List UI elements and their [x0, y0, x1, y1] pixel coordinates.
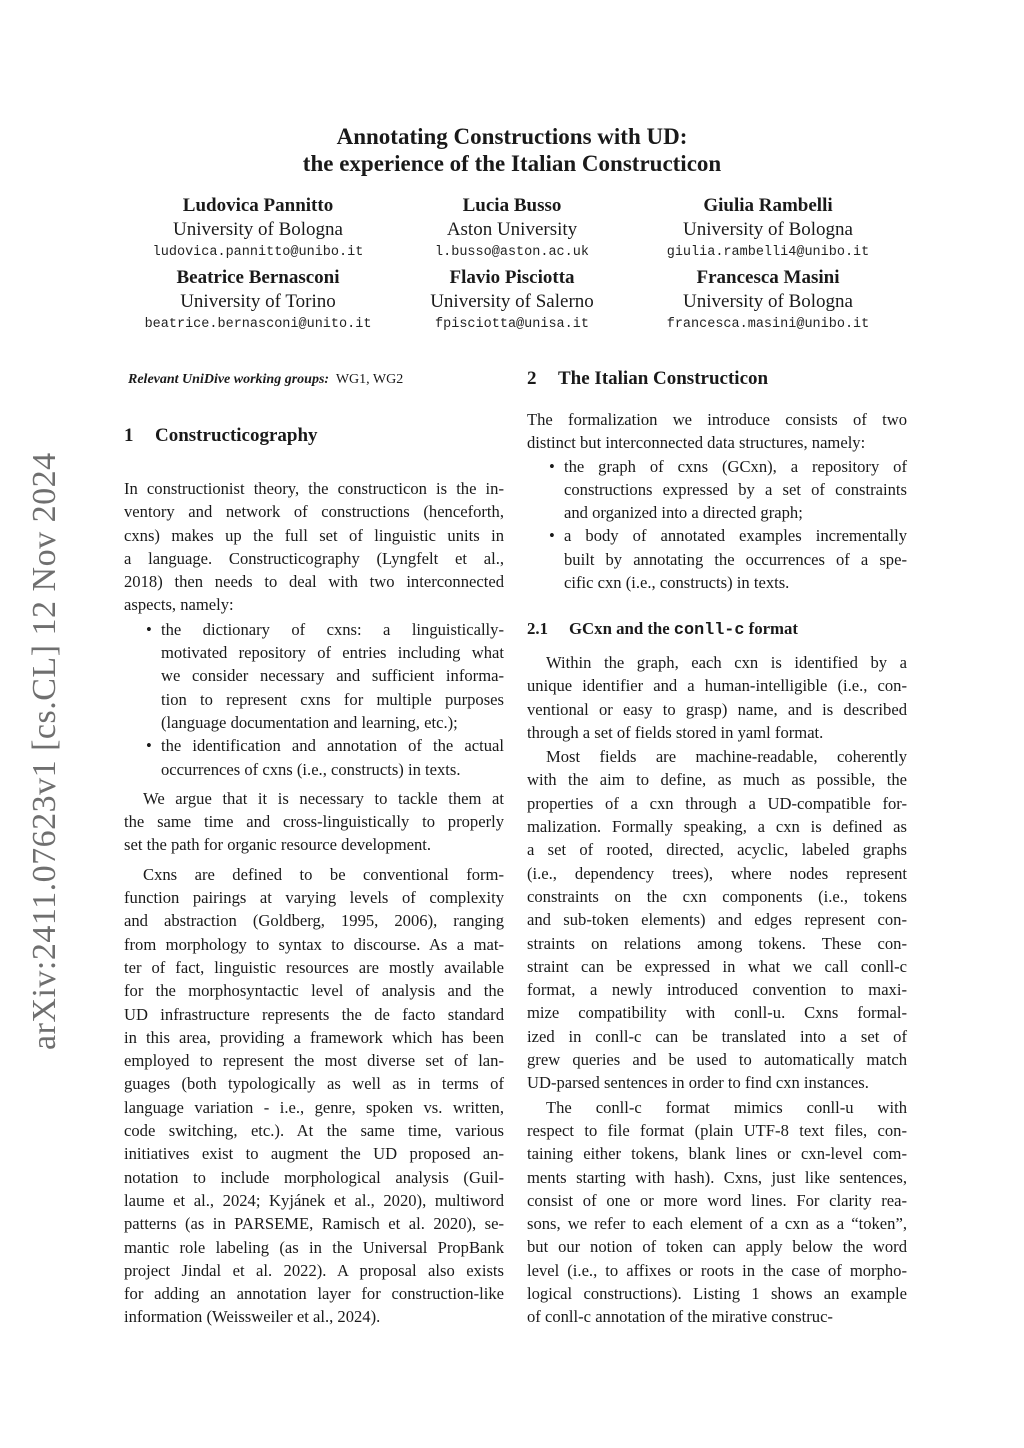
text-line: notation to include morphological analysis (Guil-: [124, 1167, 504, 1187]
author-block-1: [118, 193, 398, 264]
text-line: patterns (as in PARSEME, Ramisch et al. 2020), se-: [124, 1214, 504, 1234]
author-name: Francesca Masini: [696, 267, 840, 288]
text-line: straint can be expressed in what we call conll-c: [527, 956, 907, 976]
right-column-section-2: [527, 408, 907, 594]
section-title: Constructicography: [155, 425, 318, 446]
s2-bullet-list: [527, 455, 907, 595]
s21-paragraph-1: [527, 651, 907, 744]
text-line: from morphology to syntax to discourse. As a mat-: [124, 934, 504, 954]
text-line: distinct but interconnected data structures, namely:: [527, 433, 866, 453]
text-line: We argue that it is necessary to tackle them at: [143, 788, 504, 808]
section-number: 2: [527, 368, 537, 389]
text-line: cific cxn (i.e., constructs) in texts.: [564, 573, 790, 593]
text-line: language variation - i.e., genre, spoken vs. written,: [124, 1097, 504, 1117]
text-line: but our notion of token can apply below the word: [527, 1237, 907, 1257]
text-line: and abstraction (Goldberg, 1995, 2006), ranging: [124, 911, 504, 931]
text-line: tion to represent cxns for multiple purposes: [161, 689, 504, 709]
s2-bullet-2: [527, 524, 907, 594]
text-line: project Jindal et al. 2022). A proposal also exists: [124, 1260, 504, 1280]
text-line: logical constructions). Listing 1 shows an example: [527, 1284, 907, 1304]
text-line: guages (both typologically as well as in terms of: [124, 1074, 504, 1094]
text-line: of conll-c annotation of the mirative construc-: [527, 1307, 833, 1327]
author-affiliation: University of Bologna: [173, 219, 343, 240]
author-block-5: [372, 265, 652, 336]
text-line: with the aim to define, as much as possible, the: [527, 770, 907, 790]
author-block-4: [118, 265, 398, 336]
text-line: initiatives exist to augment the UD proposed an-: [124, 1144, 504, 1164]
subsection-2-1-heading: [527, 619, 798, 640]
text-line: unique identifier and a human-intelligible (i.e., con-: [527, 676, 907, 696]
text-line: aspects, namely:: [124, 595, 234, 615]
text-line: Within the graph, each cxn is identified by a: [546, 653, 907, 672]
text-line: cxns) makes up the full set of linguistic units in: [124, 525, 504, 545]
text-line: the same time and cross-linguistically to properly: [124, 812, 504, 832]
text-line: function pairings at varying levels of complexity: [124, 888, 504, 908]
text-line: • a body of annotated examples incrementally: [564, 526, 907, 546]
text-line: grew queries and be used to automatically match: [527, 1050, 907, 1070]
right-column-subsection-2-1: [527, 651, 907, 1329]
s2-paragraph-1: [527, 408, 907, 455]
text-line: constructions expressed by a set of constraints: [564, 479, 907, 499]
author-affiliation: University of Torino: [180, 291, 336, 312]
working-groups-value: WG1, WG2: [335, 372, 404, 387]
text-line: occurrences of cxns (i.e., constructs) in texts.: [161, 759, 461, 779]
author-name: Ludovica Pannitto: [182, 195, 334, 216]
s1-bullet-list: [124, 618, 504, 781]
author-block-2: [372, 193, 652, 264]
text-line: for the morphosyntactic level of analysis and the: [124, 981, 504, 1001]
text-line: for adding an annotation layer for construction-like: [124, 1284, 504, 1304]
s1-paragraph-3: [124, 863, 504, 1329]
author-name: Giulia Rambelli: [703, 195, 833, 216]
text-line: • the identification and annotation of the actual: [161, 736, 504, 756]
subsection-title-pre: GCxn and the: [569, 619, 674, 638]
text-line: 2018) then needs to deal with two interconnected: [124, 572, 504, 592]
text-line: ized in conll-c can be translated into a set of: [527, 1026, 907, 1046]
text-line: a set of rooted, directed, acyclic, labeled graphs: [527, 840, 907, 860]
text-line: sons, we refer to each element of a cxn as a “token”,: [527, 1214, 907, 1234]
author-email[interactable]: giulia.rambelli4@unibo.it: [666, 245, 870, 260]
text-line: set the path for organic resource development.: [124, 835, 432, 855]
text-line: ter of fact, linguistic resources are mostly available: [124, 957, 504, 977]
text-line: a language. Constructicography (Lyngfelt et al.,: [124, 548, 504, 568]
author-block-6: [628, 265, 908, 336]
paper-title-line-2: the experience of the Italian Constructicon: [302, 151, 722, 176]
author-block-3: [628, 193, 908, 264]
author-email[interactable]: fpisciotta@unisa.it: [435, 317, 589, 332]
text-line: we consider necessary and sufficient informa-: [161, 666, 504, 686]
paper-title-line-1: Annotating Constructions with UD:: [336, 124, 688, 149]
section-number: 1: [124, 425, 134, 446]
author-affiliation: Aston University: [446, 219, 578, 240]
author-affiliation: University of Salerno: [430, 291, 594, 312]
text-line: level (i.e., to affixes or roots in the case of morpho-: [527, 1260, 907, 1280]
text-line: properties of a cxn through a UD-compatible for-: [527, 793, 907, 813]
section-title: The Italian Constructicon: [558, 368, 769, 389]
text-line: information (Weissweiler et al., 2024).: [124, 1307, 381, 1327]
text-line: employed to represent the most diverse set of lan-: [124, 1051, 504, 1071]
text-line: mize compatibility with conll-u. Cxns formal-: [527, 1003, 907, 1023]
left-column-body: [124, 477, 504, 1329]
text-line: laume et al., 2024; Kyjánek et al., 2020), multiword: [124, 1190, 504, 1210]
author-email[interactable]: beatrice.bernasconi@unito.it: [144, 317, 372, 332]
author-email[interactable]: l.busso@aston.ac.uk: [435, 245, 589, 260]
working-groups: [128, 372, 403, 388]
text-line: • the dictionary of cxns: a linguistically-: [161, 619, 504, 639]
text-line: built by annotating the occurrences of a spe-: [564, 549, 907, 569]
text-line: ventory and network of constructions (henceforth,: [124, 502, 504, 522]
subsection-title-code: conll-c: [673, 621, 745, 640]
text-line: ments starting with hash). Cxns, just like sentences,: [527, 1167, 907, 1187]
text-line: (language documentation and learning, etc.);: [161, 712, 458, 732]
text-line: format, a newly introduced convention to maxi-: [527, 980, 907, 1000]
text-line: (i.e., dependency trees), where nodes represent: [527, 863, 907, 883]
text-line: The formalization we introduce consists of two: [527, 410, 907, 429]
s1-bullet-2: [124, 734, 504, 781]
text-line: • the graph of cxns (GCxn), a repository of: [564, 456, 907, 476]
s2-bullet-1: [527, 455, 907, 525]
text-line: through a set of fields stored in yaml format.: [527, 722, 824, 742]
text-line: The conll-c format mimics conll-u with: [546, 1097, 907, 1117]
text-line: respect to file format (plain UTF-8 text files, con-: [527, 1120, 907, 1140]
text-line: and organized into a directed graph;: [564, 503, 803, 523]
text-line: and sub-token elements) and edges represent con-: [527, 910, 907, 930]
author-email[interactable]: francesca.masini@unibo.it: [666, 317, 870, 332]
s21-paragraph-2: [527, 745, 907, 1094]
author-affiliation: University of Bologna: [683, 291, 853, 312]
s1-paragraph-1: [124, 477, 504, 617]
text-line: consist of one or more word lines. For clarity rea-: [527, 1190, 907, 1210]
text-line: straints on relations among tokens. These con-: [527, 933, 907, 953]
text-line: constraints on the cxn components (i.e., tokens: [527, 886, 907, 906]
text-line: Most fields are machine-readable, coherently: [546, 747, 907, 767]
working-groups-label: Relevant UniDive working groups:: [128, 372, 330, 387]
text-line: code switching, etc.). At the same time, various: [124, 1121, 504, 1141]
author-name: Beatrice Bernasconi: [176, 267, 340, 288]
text-line: UD infrastructure represents the de facto standard: [124, 1004, 504, 1024]
text-line: taining either tokens, blank lines or cxn-level com-: [527, 1144, 907, 1164]
author-email[interactable]: ludovica.pannitto@unibo.it: [152, 245, 364, 260]
text-line: Cxns are defined to be conventional form-: [143, 864, 504, 884]
subsection-title-post: format: [744, 619, 799, 638]
arxiv-identifier: arXiv:2411.07623v1 [cs.CL] 12 Nov 2024: [26, 452, 63, 1050]
s21-paragraph-3: [527, 1096, 907, 1329]
text-line: in this area, providing a framework which has been: [124, 1027, 504, 1047]
s1-paragraph-2: [124, 787, 504, 857]
text-line: mantic role labeling (as in the Universal PropBank: [124, 1237, 504, 1257]
author-name: Lucia Busso: [462, 195, 562, 216]
text-line: UD-parsed sentences in order to find cxn instances.: [527, 1073, 869, 1093]
subsection-number: 2.1: [527, 619, 548, 638]
section-2-heading: [527, 368, 768, 390]
text-line: malization. Formally speaking, a cxn is defined as: [527, 817, 907, 837]
author-affiliation: University of Bologna: [683, 219, 853, 240]
author-name: Flavio Pisciotta: [449, 267, 575, 288]
text-line: In constructionist theory, the constructicon is the in-: [124, 479, 504, 498]
section-1-heading: [124, 425, 318, 447]
text-line: ventional or easy to grasp) name, and is described: [527, 699, 907, 719]
text-line: motivated repository of entries including what: [161, 643, 504, 663]
s1-bullet-1: [124, 618, 504, 734]
